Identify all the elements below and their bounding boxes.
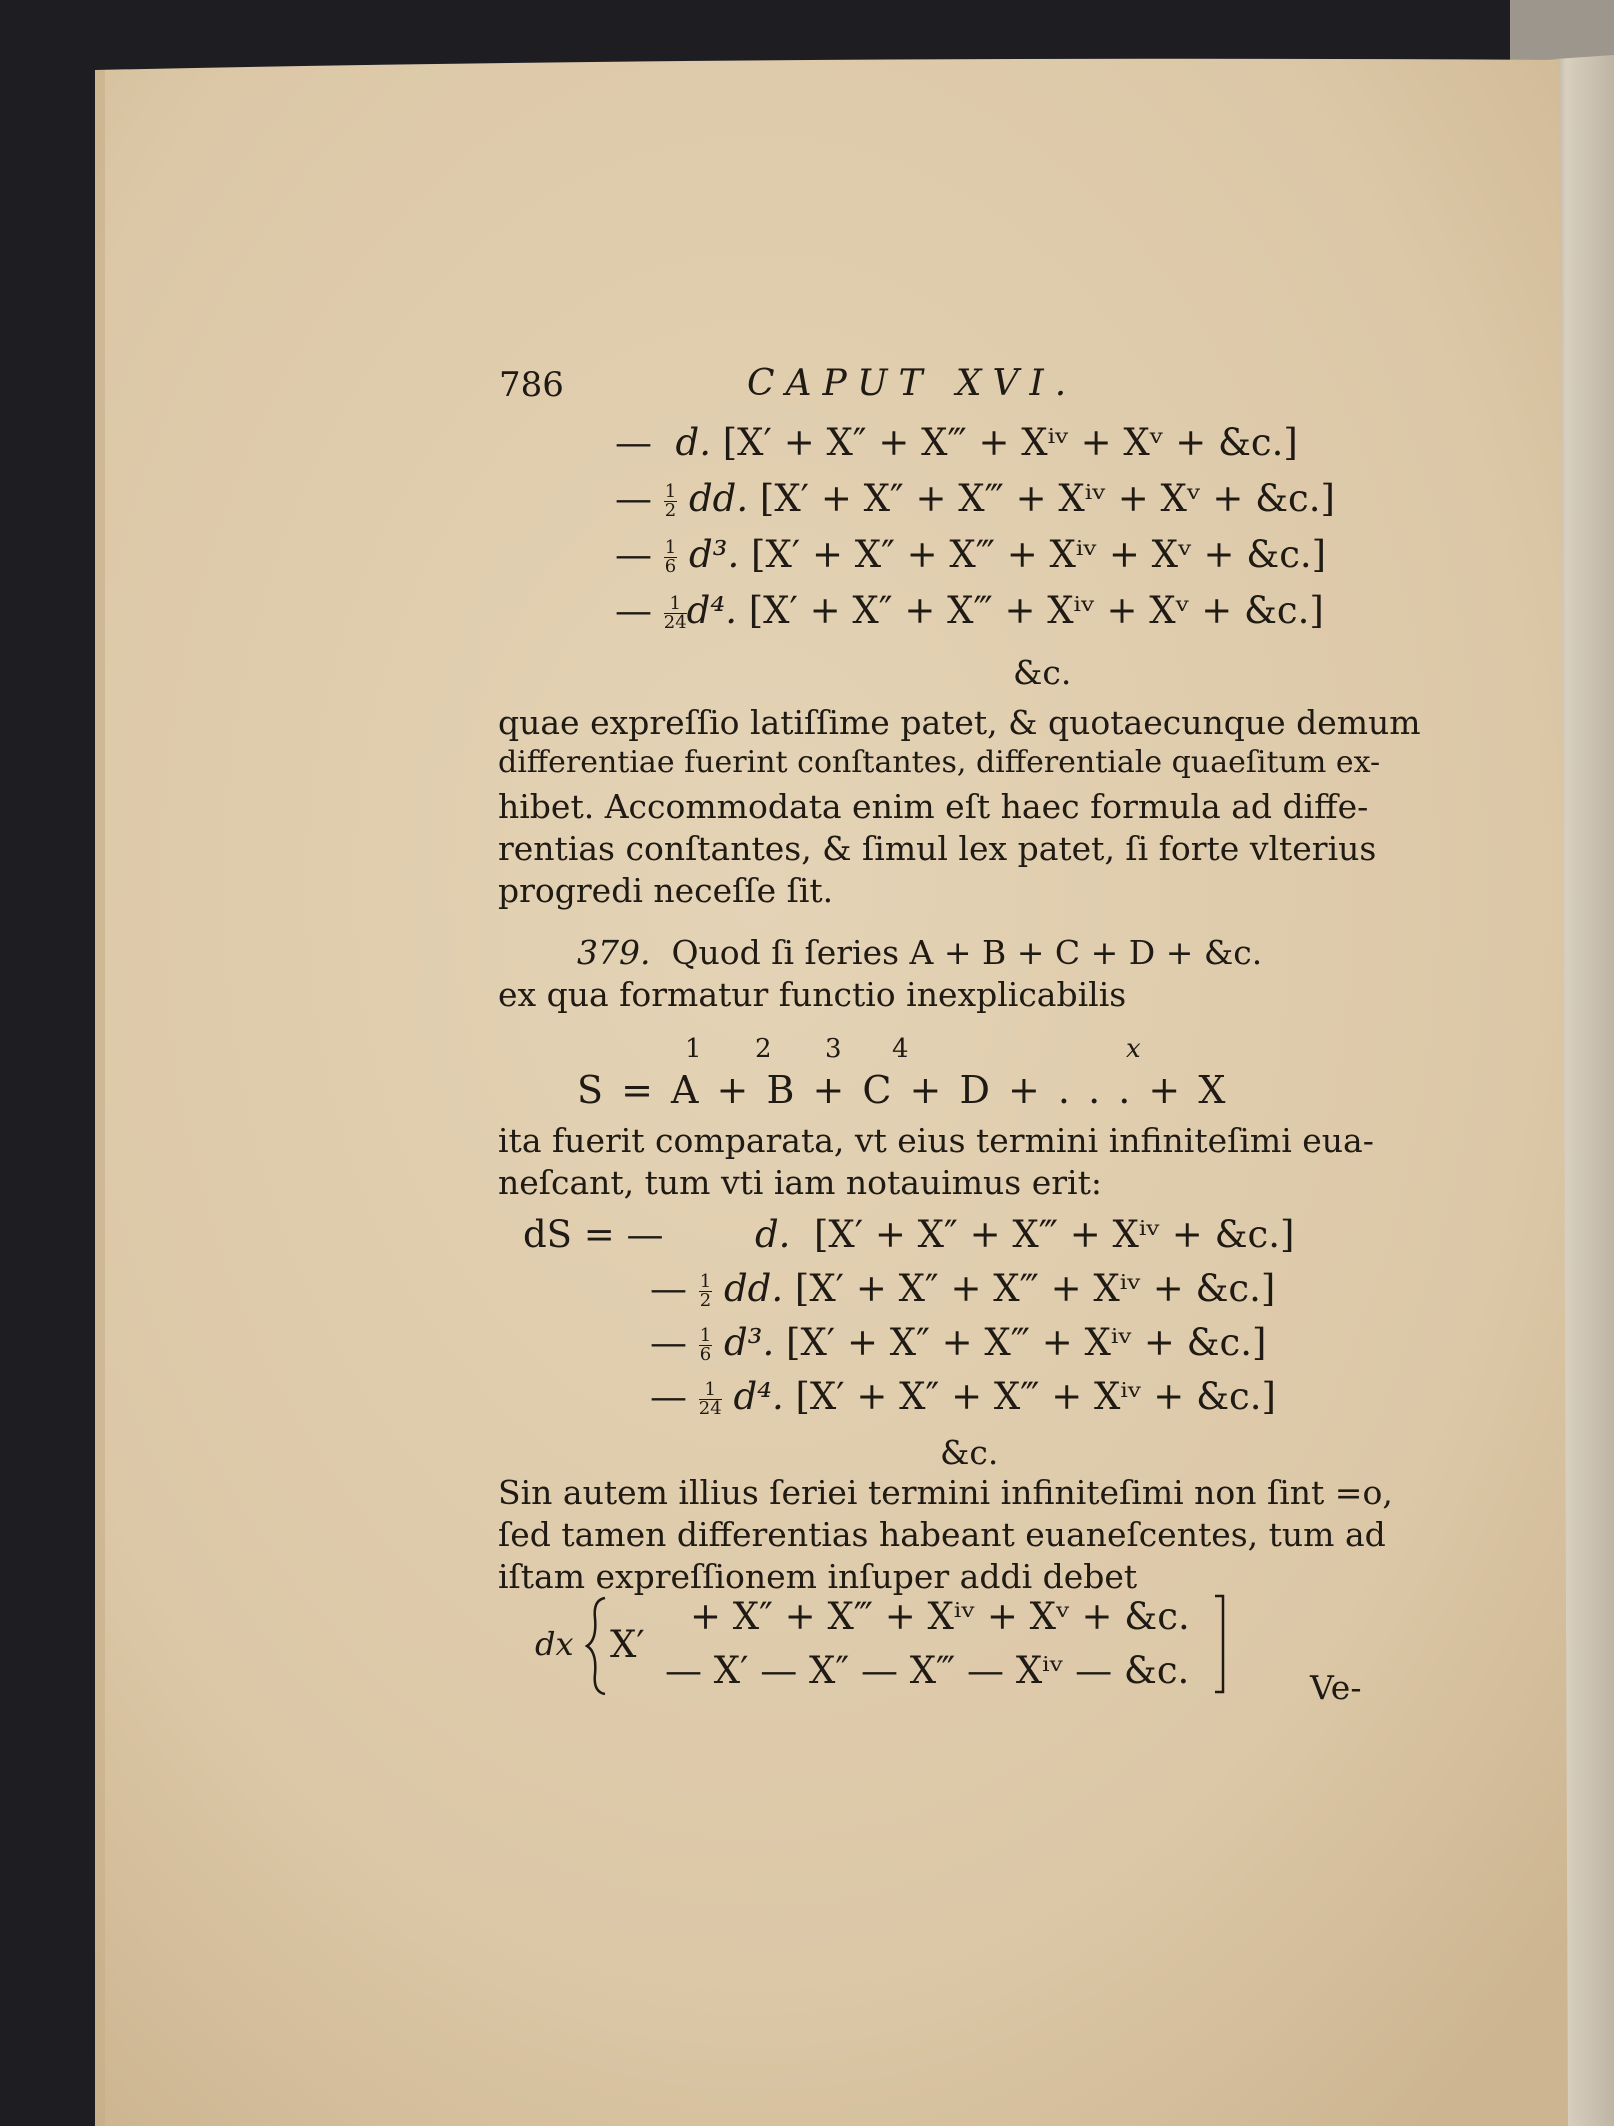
text-line: rentias conſtantes, & ſimul lex patet, ſi forte vlterius [498,829,1377,868]
final-lead: X′ [610,1623,645,1666]
formula-row: — $\frac{1}{6}$ d³. [X′ + X″ + X‴ + Xⁱᵛ + &c.] [650,1321,1267,1365]
formula-row: — $\frac{1}{24}$ d⁴. [X′ + X″ + X‴ + Xⁱᵛ + &c.] [650,1375,1276,1419]
series-index: 2 [755,1034,772,1064]
formula-etc: &c. [940,1433,999,1472]
text-line: ex qua formatur functio inexplicabilis [498,975,1127,1014]
series-index: 1 [685,1034,702,1064]
text-line: quae expreſſio latiſſime patet, & quotaecunque demum [498,703,1421,742]
series-index: x [1126,1034,1141,1064]
running-title: CAPUT XVI. [747,363,1078,404]
text-line: Sin autem illius ſeriei termini infiniteſimi non ſint =o, [498,1473,1393,1512]
formula-row: — $\frac{1}{6}$ d³. [X′ + X″ + X‴ + Xⁱᵛ + Xᵛ + &c.] [615,533,1327,577]
series-index: 4 [892,1034,909,1064]
formula-row: — $\frac{1}{2}$ dd. [X′ + X″ + X‴ + Xⁱᵛ + &c.] [650,1267,1276,1311]
right-bracket-icon [1213,1594,1227,1694]
text-line: ita fuerit comparata, vt eius termini infiniteſimi eua- [498,1121,1374,1160]
text-line: hibet. Accommodata enim eſt haec formula ad diffe- [498,787,1369,826]
formula-row: d. [X′ + X″ + X‴ + Xⁱᵛ + &c.] [755,1213,1295,1256]
formula-row: — $\frac{1}{2}$ dd. [X′ + X″ + X‴ + Xⁱᵛ + Xᵛ + &c.] [615,477,1335,521]
final-lower-row: — X′ — X″ — X‴ — Xⁱᵛ — &c. [665,1649,1190,1692]
book-page [95,66,1585,2126]
text-line: progredi neceſſe ſit. [498,871,834,910]
text-line: differentiae fuerint conſtantes, differentiale quaeſitum ex- [498,745,1381,780]
formula-row: — $\frac{1}{24}$ d⁴. [X′ + X″ + X‴ + Xⁱᵛ + Xᵛ + &c.] [615,589,1324,633]
text-line: iſtam expreſſionem inſuper addi debet [498,1557,1138,1596]
text-line: ſed tamen differentias habeant euaneſcentes, tum ad [498,1515,1386,1554]
page-number: 786 [499,365,564,405]
text-line: neſcant, tum vti iam notauimus erit: [498,1163,1102,1202]
formula-etc: &c. [1013,653,1072,692]
ds-lhs: dS = — [523,1213,664,1256]
final-upper-row: + X″ + X‴ + Xⁱᵛ + Xᵛ + &c. [690,1595,1190,1638]
left-brace-icon [585,1596,609,1696]
section-number: 379. Quod ſi ſeries A + B + C + D + &c. [577,933,1263,972]
final-prefix: dx [535,1625,574,1663]
formula-row: — d. [X′ + X″ + X‴ + Xⁱᵛ + Xᵛ + &c.] [615,421,1298,464]
catchword: Ve- [1310,1668,1362,1707]
series-equation: S = A + B + C + D + . . . + X [577,1068,1226,1112]
series-index: 3 [825,1034,842,1064]
